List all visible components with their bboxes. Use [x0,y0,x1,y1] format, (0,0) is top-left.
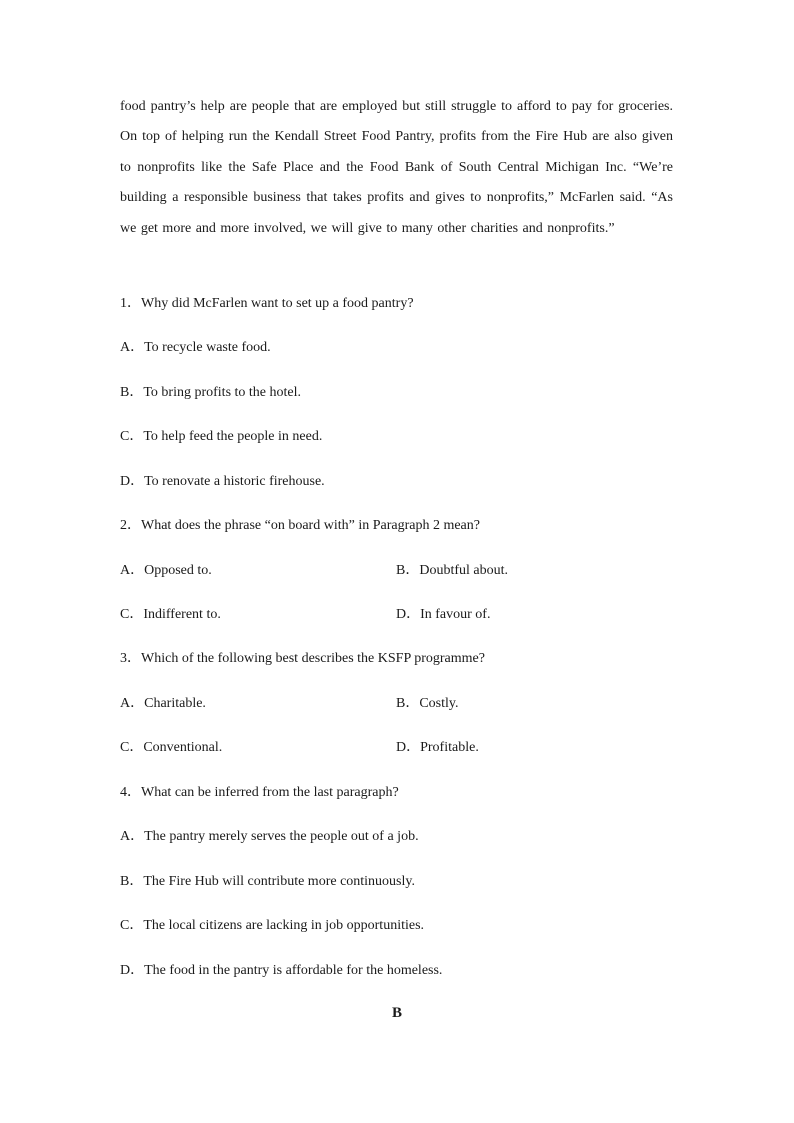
question-1-option-a: A．To recycle waste food. [120,340,271,355]
question-1-stem: 1．Why did McFarlen want to set up a food pantry? [120,296,414,311]
question-4-option-b: B．The Fire Hub will contribute more continuously. [120,874,415,889]
question-1-option-c: C．To help feed the people in need. [120,429,323,444]
question-4-option-a: A．The pantry merely serves the people out of a job. [120,829,419,844]
question-4-stem: 4．What can be inferred from the last paragraph? [120,785,399,800]
passage-paragraph: food pantry’s help are people that are employed but still struggle to afford to pay for groceries. On top of helping run the Kendall Street Food Pantry, profits from the Fire Hub are also given to nonprofits like the Safe Place and the Food Bank of South Central Michigan Inc. “We’re building a responsible business that takes profits and gives to nonprofits,” McFarlen said. “As we get more and more involved, we will give to many other charities and nonprofits.” [120,99,673,236]
question-2-option-c: C．Indifferent to. [120,607,221,622]
question-1-option-d: D．To renovate a historic firehouse. [120,474,325,489]
question-1-option-b: B．To bring profits to the hotel. [120,385,302,400]
question-4-option-c: C．The local citizens are lacking in job opportunities. [120,918,425,933]
question-2-option-b: B．Doubtful about. [396,563,508,578]
question-2-stem: 2．What does the phrase “on board with” in Paragraph 2 mean? [120,518,480,533]
question-3-stem: 3．Which of the following best describes the KSFP programme? [120,651,485,666]
question-2-option-a: A．Opposed to. [120,563,212,578]
question-2-option-d: D．In favour of. [396,607,491,622]
section-heading: B [391,1005,402,1021]
question-3-option-b: B．Costly. [396,696,459,711]
question-3-option-a: A．Charitable. [120,696,206,711]
question-4-option-d: D．The food in the pantry is affordable for the homeless. [120,963,443,978]
question-3-option-c: C．Conventional. [120,740,223,755]
question-3-option-d: D．Profitable. [396,740,479,755]
